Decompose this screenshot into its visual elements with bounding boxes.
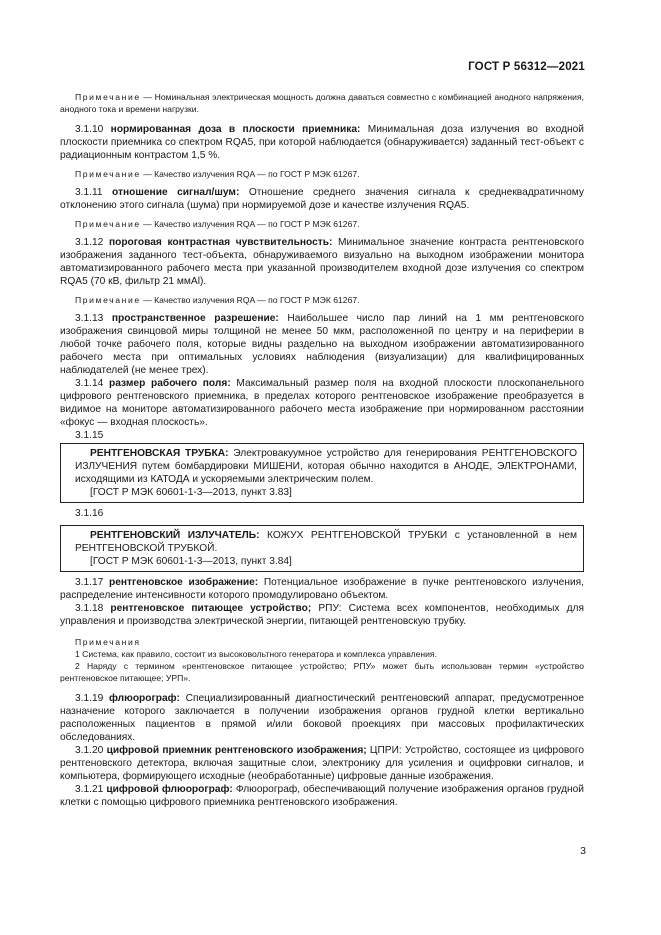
note-text: — Номинальная электрическая мощность должна даваться совместно с комбинацией анодного напряжения, анодного тока и времени нагрузки.	[60, 92, 584, 114]
note-text: — Качество излучения RQA — по ГОСТ Р МЭК 61267.	[140, 169, 360, 179]
note-label: Примечание	[75, 169, 141, 179]
notes-heading: Примечания	[75, 637, 141, 647]
note-text: — Качество излучения RQA — по ГОСТ Р МЭК 61267.	[140, 219, 360, 229]
term-number: 3.1.10	[75, 124, 111, 135]
term-definition: Потенциальное изображение в пучке рентгеновского излучения, распределение интенсивности которого промодулировано объектом.	[60, 577, 584, 601]
note-3-1-10	[60, 168, 584, 180]
term-3-1-11	[60, 186, 584, 212]
term-title: цифровой приемник рентгеновского изображения;	[106, 745, 367, 756]
term-number: 3.1.20	[75, 745, 107, 756]
term-title: рентгеновское питающее устройство;	[110, 603, 312, 614]
term-3-1-16-number: 3.1.16	[75, 508, 104, 519]
term-3-1-20	[60, 744, 584, 783]
term-title: пространственное разрешение:	[111, 313, 279, 324]
notes-item-2: 2 Наряду с термином «рентгеновское питающее устройство; РПУ» может быть использован термин «устройство рентгеновское питающее; УРП».	[60, 661, 584, 683]
term-3-1-17	[60, 576, 584, 602]
note-power	[60, 91, 584, 115]
note-3-1-11	[60, 218, 584, 230]
term-definition: Минимальное значение контраста рентгеновского изображения заданного тест-объекта, обнаруживаемого визуально на выходном изображении монитора автоматизированного рабочего места при указанной производителем входной дозе излучения со спектром RQA5 (70 кВ, фильтр 21 ммAl).	[60, 237, 585, 287]
notes-item-1: 1 Система, как правило, состоит из высоковольтного генератора и комплекса управления.	[75, 649, 437, 659]
term-number: 3.1.18	[75, 603, 111, 614]
term-number: 3.1.14	[75, 378, 110, 389]
term-3-1-16	[75, 529, 577, 555]
term-definition: КОЖУХ РЕНТГЕНОВСКОЙ ТРУБКИ с установленной в нем РЕНТГЕНОВСКОЙ ТРУБКОЙ.	[75, 530, 577, 554]
term-number: 3.1.21	[75, 784, 107, 795]
term-title: флюорограф:	[108, 693, 180, 704]
term-definition: Электровакуумное устройство для генерирования РЕНТГЕНОВСКОГО ИЗЛУЧЕНИЯ путем бомбардировки МИШЕНИ, которая обычно находится в АНОДЕ, ЭЛЕКТРОНАМИ, исходящими из КАТОДА и ускоряемыми электрическим полем.	[75, 448, 577, 485]
note-text: — Качество излучения RQA — по ГОСТ Р МЭК 61267.	[140, 295, 360, 305]
note-label: Примечание	[75, 219, 141, 229]
term-title: цифровой флюорограф:	[106, 784, 233, 795]
term-3-1-15-box	[60, 443, 584, 503]
term-definition: Специализированный диагностический рентгеновский аппарат, предусмотренное назначение которого заключается в получении изображения органов грудной клетки вертикально расположенных пациентов в прямой и/или боковой проекциях при массовых профилактических обследованиях.	[60, 693, 584, 743]
term-definition: РПУ: Система всех компонентов, необходимых для управления и производства электрической энергии, питающей рентгеновскую трубку.	[60, 603, 584, 627]
term-3-1-15-number: 3.1.15	[75, 430, 104, 441]
term-title: пороговая контрастная чувствительность:	[108, 237, 333, 248]
term-3-1-19	[60, 692, 584, 744]
term-3-1-12	[60, 236, 584, 288]
term-definition: Отношение среднего значения сигнала к среднеквадратичному отклонению этого сигнала (шума) при нормируемой дозе и качестве излучения RQA5.	[60, 187, 584, 211]
page-number: 3	[580, 845, 586, 857]
term-3-1-21	[60, 783, 584, 809]
term-number: 3.1.12	[75, 237, 109, 248]
term-3-1-14	[60, 377, 584, 429]
term-3-1-18	[60, 602, 584, 628]
term-definition: Максимальный размер поля на входной плоскости плоскопанельного цифрового рентгеновского приемника, в пределах которого рентгеновское изображение преобразуется в видимое на мониторе автоматизированного рабочего места изображение при нормированном расстоянии «фокус — входная плоскость».	[60, 378, 585, 428]
term-title: РЕНТГЕНОВСКАЯ ТРУБКА:	[90, 448, 229, 459]
term-definition: Флюорограф, обеспечивающий получение изображения органов грудной клетки с помощью цифрового приемника рентгеновского изображения.	[60, 784, 584, 808]
term-number: 3.1.19	[75, 693, 109, 704]
note-3-1-12	[60, 294, 584, 306]
term-number: 3.1.13	[75, 313, 112, 324]
term-source: [ГОСТ Р МЭК 60601-1-3—2013, пункт 3.84]	[90, 556, 292, 567]
term-definition: Наибольшее число пар линий на 1 мм рентгеновского изображения свинцовой миры толщиной не менее 50 мкм, расположенной по центру и на периферии в любой точке рабочего поля, которые видны раздельно на выходном изображении автоматизированного рабочего места при оптимальных условиях наблюдения (визуализации) для квалифицированных наблюдателей (не менее трех).	[60, 313, 585, 376]
term-number: 3.1.11	[75, 187, 113, 198]
term-title: отношение сигнал/шум:	[112, 187, 240, 198]
note-label: Примечание	[75, 295, 141, 305]
term-3-1-13	[60, 312, 584, 377]
term-title: РЕНТГЕНОВСКИЙ ИЗЛУЧАТЕЛЬ:	[90, 530, 260, 541]
term-definition: Минимальная доза излучения во входной плоскости приемника со спектром RQA5, при которой наблюдается (обнаруживается) заданный тест-объект с радиационным контрастом 1,5 %.	[60, 124, 584, 161]
term-3-1-10	[60, 123, 584, 162]
term-title: размер рабочего поля:	[109, 378, 231, 389]
page-content	[60, 91, 584, 809]
term-title: рентгеновское изображение:	[108, 577, 259, 588]
document-header: ГОСТ Р 56312—2021	[468, 61, 585, 73]
term-title: нормированная доза в плоскости приемника:	[110, 124, 361, 135]
term-3-1-15	[75, 447, 577, 486]
term-source: [ГОСТ Р МЭК 60601-1-3—2013, пункт 3.83]	[90, 487, 292, 498]
term-definition: ЦПРИ: Устройство, состоящее из цифрового рентгеновского детектора, включая защитные слои, электронику для усиления и оцифровки сигналов, и компьютера, формирующего исходные (необработанные) цифровые данные изображения.	[60, 745, 584, 782]
term-number: 3.1.17	[75, 577, 109, 588]
note-label: Примечание	[75, 92, 141, 102]
term-3-1-16-box	[60, 525, 584, 572]
